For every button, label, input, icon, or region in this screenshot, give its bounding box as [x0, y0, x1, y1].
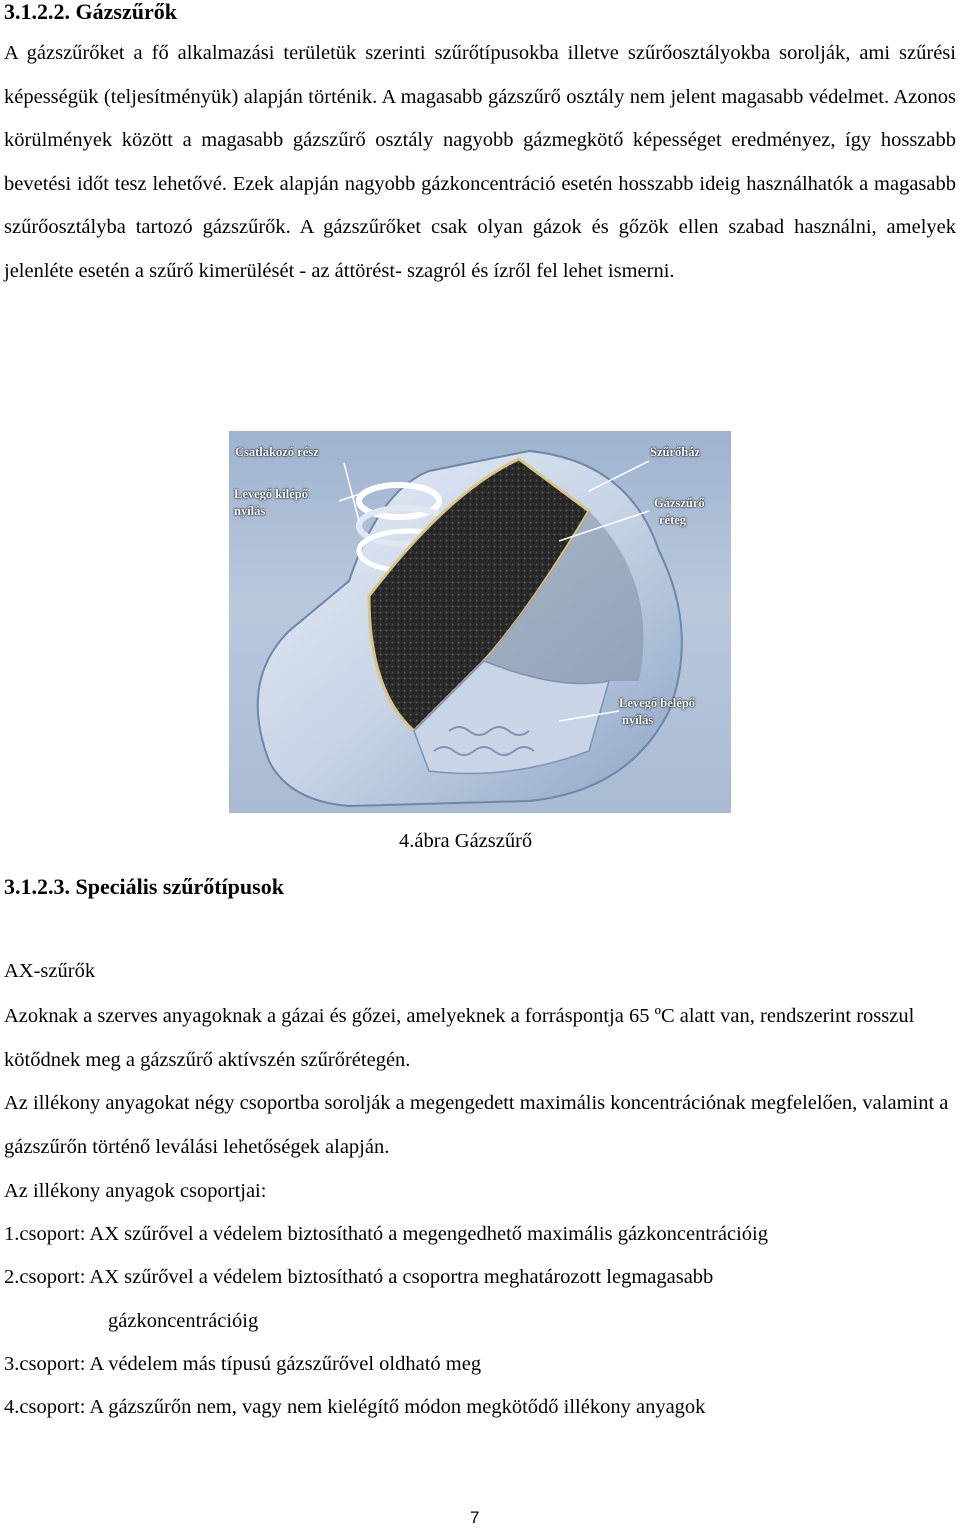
gas-filter-figure [229, 431, 731, 813]
paragraph-ax-filters: Azoknak a szerves anyagoknak a gázai és gőzei, amelyeknek a forráspontja 65 ºC alatt van, rendszerint rosszul kötődnek meg a gázszűrő aktívszén szűrőrétegén. [4, 1005, 915, 1071]
page-number: 7 [470, 1508, 480, 1527]
label-inlet-2: nyílás [622, 713, 654, 727]
group-item-1: 1.csoport: AX szűrővel a védelem biztosítható a megengedhető maximális gázkoncentrációig [4, 1223, 768, 1245]
label-layer-1: Gázszűrő [654, 496, 705, 510]
label-layer-2: réteg [659, 513, 687, 527]
group-item-3: 3.csoport: A védelem más típusú gázszűrővel oldható meg [4, 1353, 482, 1375]
group-item-4: 4.csoport: A gázszűrőn nem, vagy nem kielégítő módon megkötődő illékony anyagok [4, 1396, 706, 1418]
figure-caption: 4.ábra Gázszűrő [399, 830, 533, 852]
paragraph-gas-filters: A gázszűrőket a fő alkalmazási területük szerinti szűrőtípusokba illetve szűrőosztályokba sorolják, ami szűrési képességük (teljesítményük) alapján történik. A magasabb gázszűrő osztály nem jelent magasabb védelmet. Azonos körülmények között a magasabb gázszűrő osztály nagyobb gázmegkötő képességet eredményez, így hosszabb bevetési időt tesz lehetővé. Ezek alapján nagyobb gázkoncentráció esetén hosszabb ideig használhatók a magasabb szűrőosztályba tartozó gázszűrők. A gázszűrőket csak olyan gázok és gőzök ellen szabad használni, amelyek jelenléte esetén a szűrő kimerülését - az áttörést- szagról és ízről fel lehet ismerni. [4, 42, 956, 282]
section-heading-special-filters: 3.1.2.3. Speciális szűrőtípusok [4, 874, 284, 899]
paragraph-volatile-groups: Az illékony anyagokat négy csoportba sorolják a megengedett maximális koncentrációnak megfelelően, valamint a gázszűrőn történő leválási lehetőségek alapján. [4, 1092, 949, 1158]
label-connector: Csatlakozó rész [235, 445, 319, 459]
label-outlet-1: Levegő kilépő [234, 487, 308, 501]
section-heading-gas-filters: 3.1.2.2. Gázszűrők [4, 0, 177, 24]
label-outlet-2: nyílás [234, 504, 266, 518]
label-inlet-1: Levegő belépő [619, 696, 696, 710]
group-item-2: 2.csoport: AX szűrővel a védelem biztosítható a csoportra meghatározott legmagasabb [4, 1266, 714, 1288]
groups-title: Az illékony anyagok csoportjai: [4, 1180, 267, 1202]
ax-filters-title: AX-szűrők [4, 960, 96, 982]
group-item-2-continued: gázkoncentrációig [108, 1310, 259, 1332]
label-housing: Szűrőház [650, 445, 700, 459]
